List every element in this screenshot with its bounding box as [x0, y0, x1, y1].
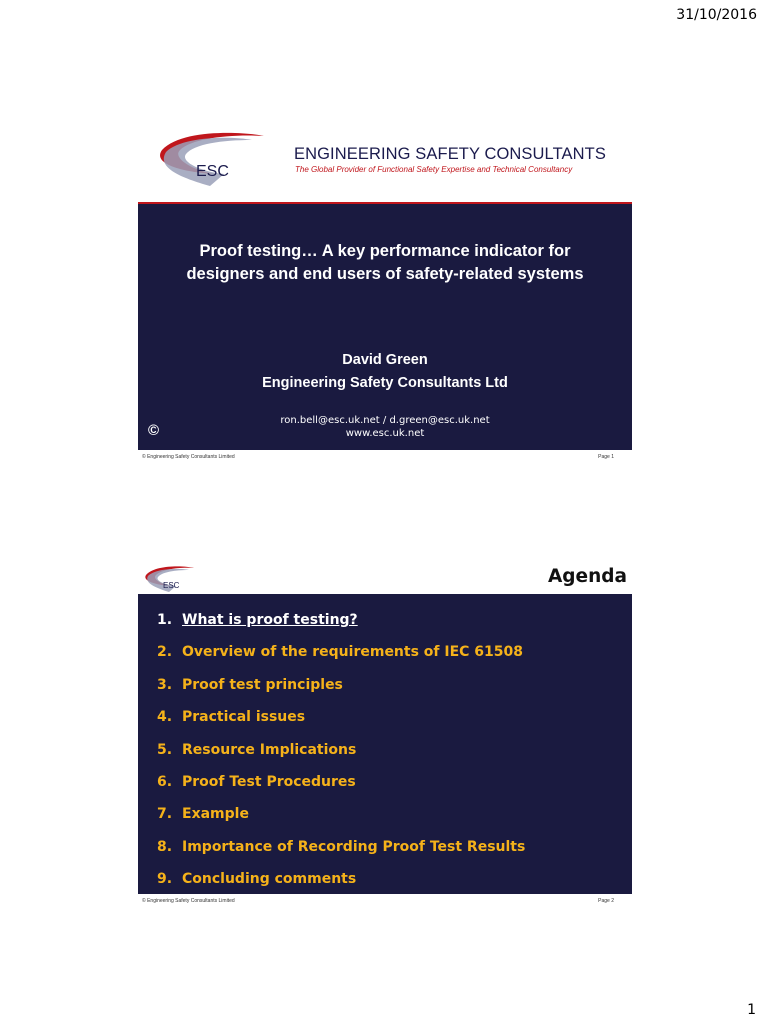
agenda-item-number: 3. [157, 677, 173, 693]
organisation-name: Engineering Safety Consultants Ltd [262, 375, 508, 391]
agenda-item-number: 2. [157, 644, 173, 660]
agenda-item-text: Practical issues [182, 709, 306, 725]
slide-1-body [138, 204, 632, 450]
agenda-title: Agenda [547, 566, 627, 587]
esc-logo-small [142, 564, 198, 594]
agenda-item-text: Proof Test Procedures [182, 774, 356, 790]
presentation-title [138, 240, 632, 286]
agenda-item-text: What is proof testing? [182, 612, 358, 628]
slide-1-footer [138, 452, 632, 462]
slide-1 [138, 118, 632, 462]
title-line-1: Proof testing… A key performance indicator for [199, 242, 571, 260]
footer-page-number: Page 1 [598, 454, 614, 460]
title-line-2: designers and end users of safety-related systems [186, 265, 584, 283]
agenda-item-number: 4. [157, 709, 173, 725]
slide-2 [138, 562, 632, 904]
logo-text-small: ESC [163, 581, 180, 590]
logo-text: ESC [196, 163, 229, 180]
company-name: ENGINEERING SAFETY CONSULTANTS [294, 145, 606, 163]
agenda-item-text: Overview of the requirements of IEC 61508 [182, 644, 524, 660]
author-name: David Green [342, 352, 428, 368]
agenda-item-number: 6. [157, 774, 173, 790]
agenda-item-number: 7. [157, 806, 173, 822]
footer-copyright: © Engineering Safety Consultants Limited [142, 454, 235, 460]
agenda-item-number: 5. [157, 742, 173, 758]
esc-logo [152, 128, 272, 190]
agenda-item-text: Example [182, 806, 249, 822]
copyright-symbol: © [148, 422, 160, 439]
contact-emails: ron.bell@esc.uk.net / d.green@esc.uk.net [280, 415, 490, 426]
slide-2-footer [138, 896, 632, 906]
company-tagline: The Global Provider of Functional Safety Expertise and Technical Consultancy [295, 165, 573, 174]
page-number: 1 [747, 1002, 756, 1018]
page-date: 31/10/2016 [676, 7, 757, 23]
agenda-item-text: Importance of Recording Proof Test Results [182, 839, 526, 855]
footer-copyright: © Engineering Safety Consultants Limited [142, 898, 235, 904]
agenda-item-text: Resource Implications [182, 742, 357, 758]
footer-page-number: Page 2 [598, 898, 614, 904]
slide-1-header [138, 118, 632, 202]
agenda-item-text: Concluding comments [182, 871, 357, 887]
slide-2-header [138, 562, 632, 594]
agenda-item-number: 9. [157, 871, 173, 887]
agenda-item-text: Proof test principles [182, 677, 343, 693]
agenda-item-number: 8. [157, 839, 173, 855]
website-url: www.esc.uk.net [345, 428, 425, 439]
slide-2-body [138, 594, 632, 894]
agenda-item-number: 1. [157, 612, 173, 628]
